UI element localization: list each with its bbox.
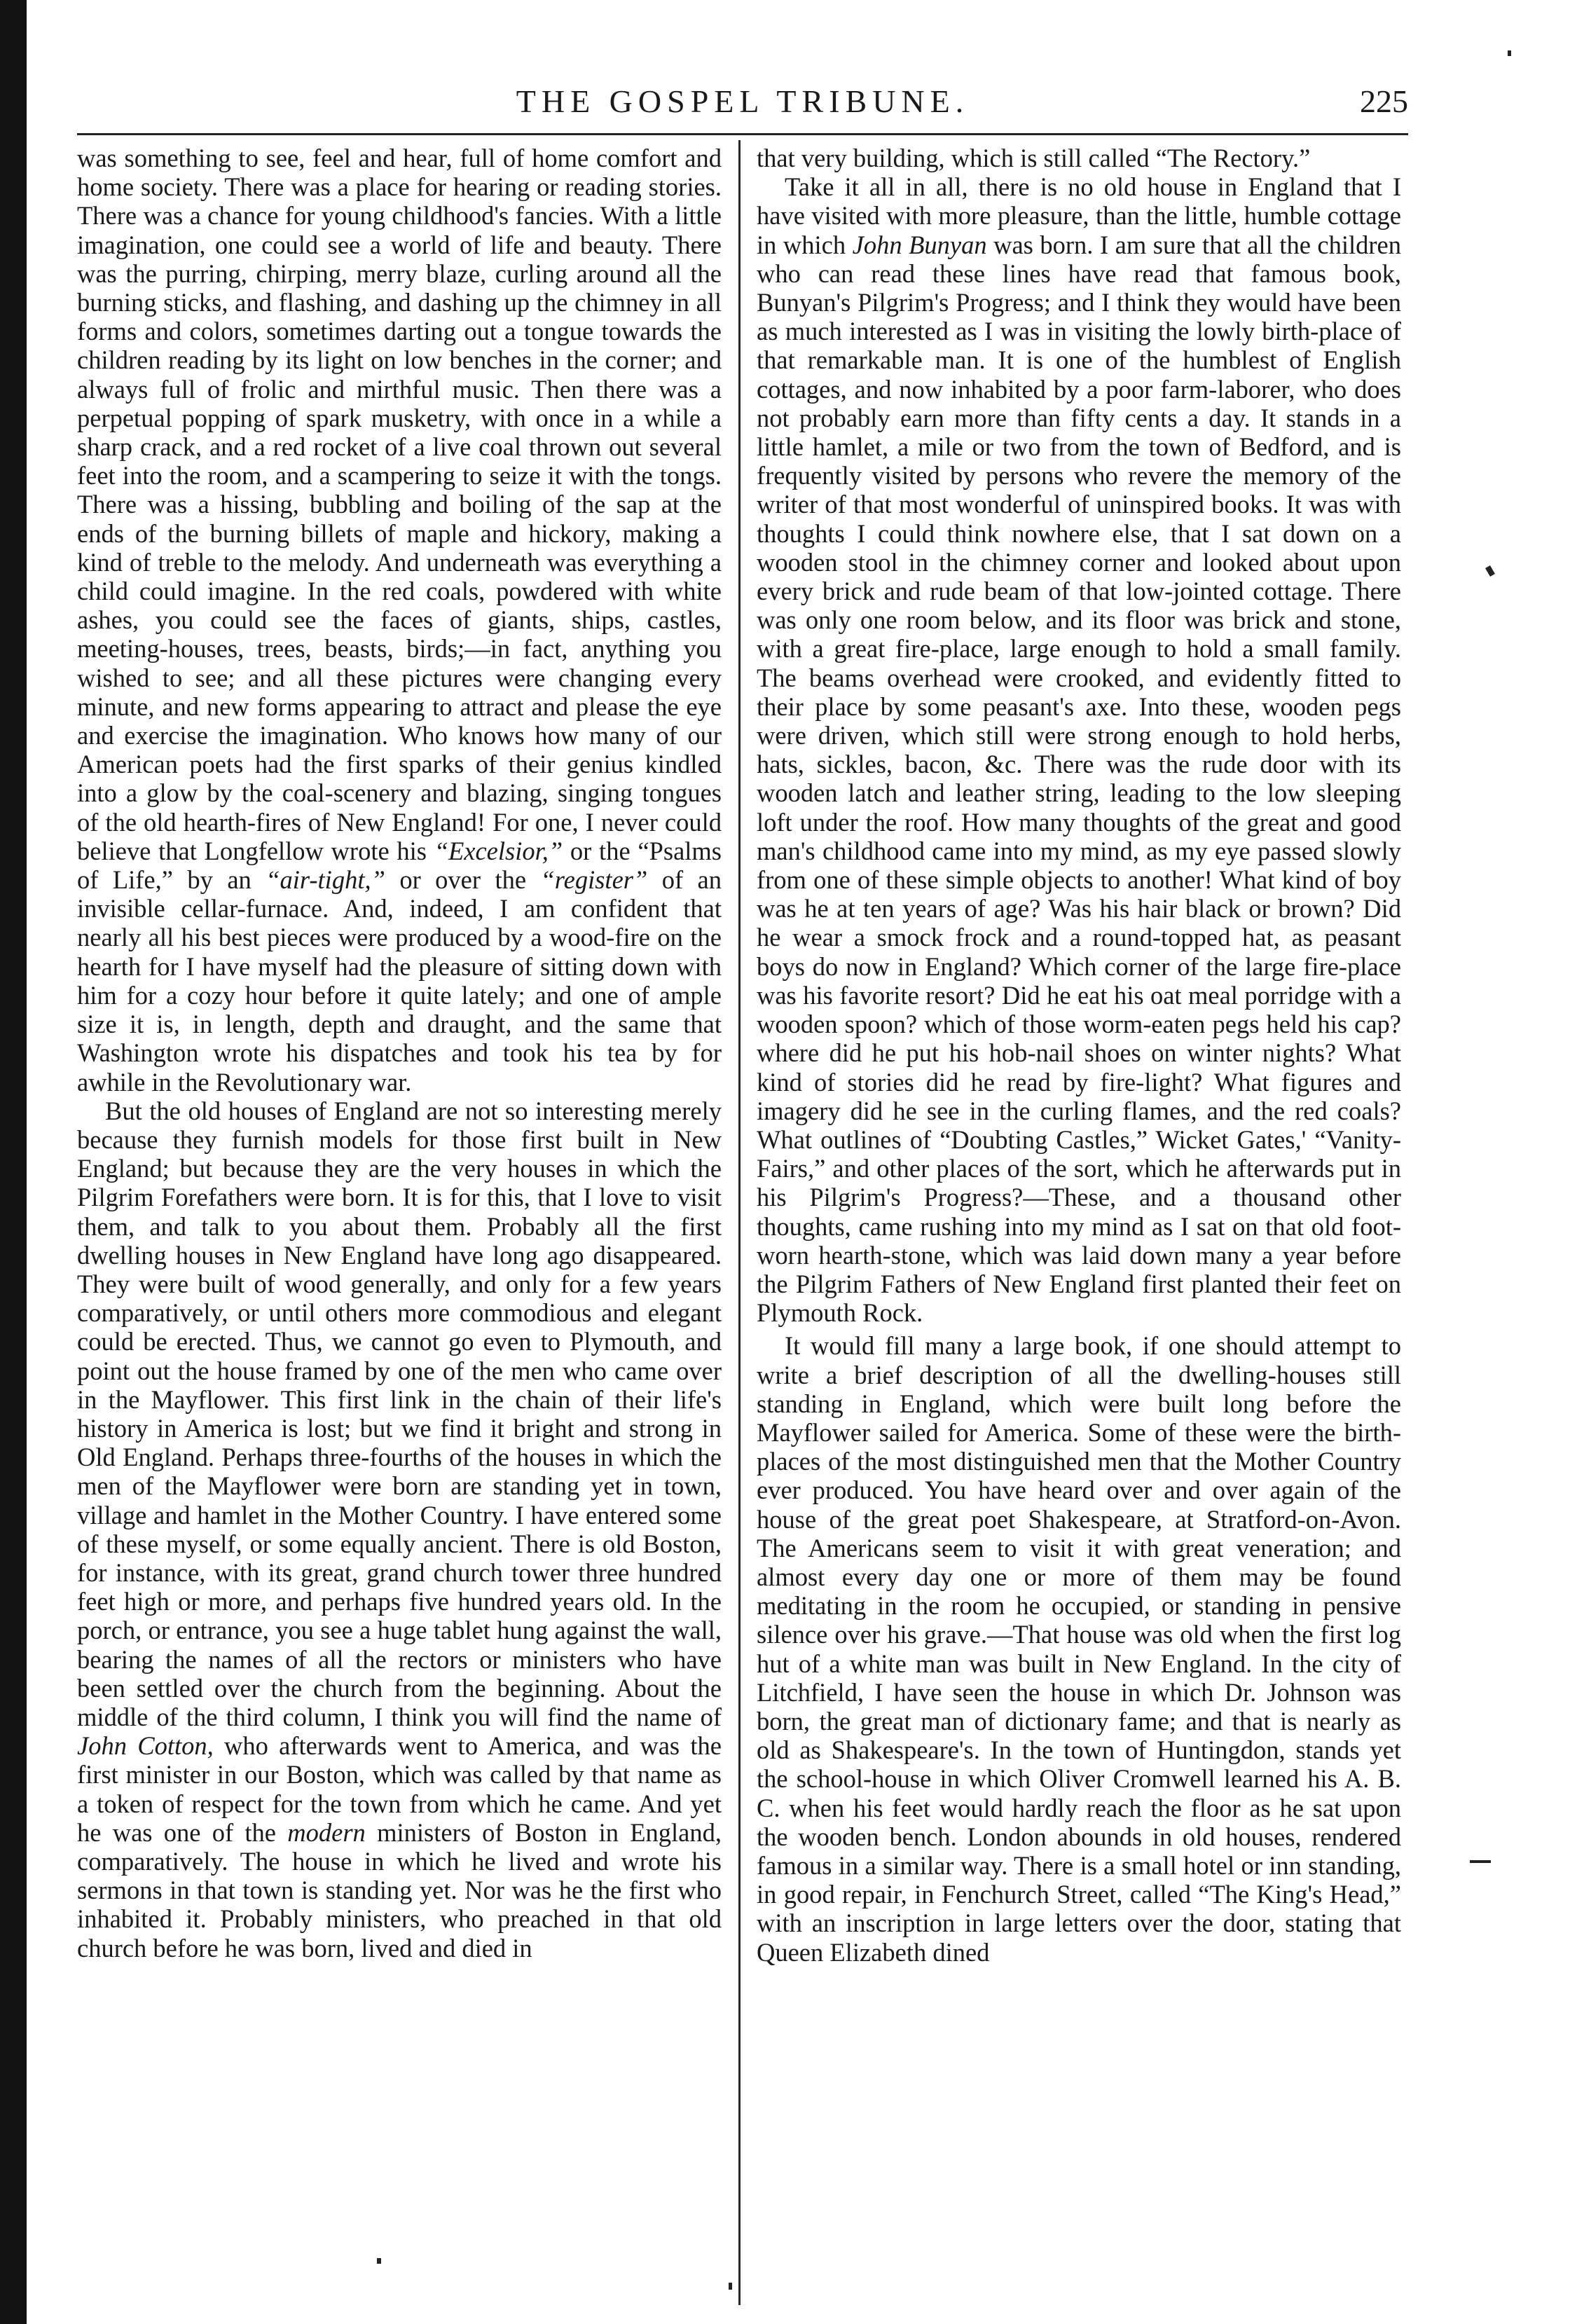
paragraph: [77, 144, 722, 1096]
text-run: ministers of Boston in England, comparatively. The house in which he lived and wrote his sermons in that town is standing yet. Nor was he the first who inhabited it. Probably ministers, who preached in that old church before he was born, lived and died in: [77, 1817, 722, 1962]
paragraph: [77, 1096, 722, 1962]
italic-phrase: “register”: [540, 865, 648, 895]
scan-speck: [377, 2258, 381, 2264]
scan-speck: [1508, 50, 1511, 56]
text-run: or over the: [385, 865, 541, 895]
text-run: or the “Psalms of Life,” by an: [77, 836, 722, 895]
column-rule: [738, 140, 741, 2305]
italic-name: John Cotton,: [77, 1731, 214, 1761]
text-run: But the old houses of England are not so interesting merely because they furnish models for those first built in New England; but because they are the very houses in which the Pilgrim Forefathers were born. It is for this, that I love to visit them, and talk to you about them. Probably all the first dwelling houses in New England have long ago disappeared. They were built of wood generally, and only for a few years comparatively, or until others more commodious and elegant could be erected. Thus, we cannot go even to Plymouth, and point out the house framed by one of the men who came over in the Mayflower. This first link in the chain of their life's history in America is lost; but we find it bright and strong in Old England. Perhaps three-fourths of the houses in which the men of the Mayflower were born are standing yet in town, village and hamlet in the Mother Country. I have entered some of these myself, or some equally ancient. There is old Boston, for instance, with its great, grand church tower three hundred feet high or more, and perhaps five hundred years old. In the porch, or entrance, you see a huge tablet hung against the wall, bearing the names of all the rectors or ministers who have been settled over the church from the beginning. About the middle of the third column, I think you will find the name of: [77, 1096, 722, 1731]
binding-shadow: [0, 0, 27, 2324]
text-run: Take it all in all, there is no old house in England that I have visited with more pleasure, than the little, humble cottage in which: [757, 172, 1401, 259]
header-rule: [77, 133, 1408, 135]
text-run: was something to see, feel and hear, full of home comfort and home society. There was a place for hearing or reading stories. There was a chance for young childhood's fancies. With a little imagination, one could see a world of life and beauty. There was the purring, chirping, merry blaze, curling around all the burning sticks, and flashing, and dashing up the chimney in all forms and colors, sometimes darting out a tongue towards the children reading by its light on low benches in the corner; and always full of frolic and mirthful music. Then there was a perpetual popping of spark musketry, with once in a while a sharp crack, and a red rocket of a live coal thrown out several feet into the room, and a scampering to seize it with the tongs. There was a hissing, bubbling and boiling of the sap at the ends of the burning billets of maple and hickory, making a kind of treble to the melody. And underneath was everything a child could imagine. In the red coals, powdered with white ashes, you could see the faces of giants, ships, castles, meeting-houses, trees, beasts, birds;—in fact, anything you wished to see; and all these pictures were changing every minute, and new forms appearing to attract and please the eye and exercise the imagination. Who knows how many of our American poets had the first sparks of their genius kindled into a glow by the coal-scenery and blazing, singing tongues of the old hearth-fires of New England! For one, I never could believe that Longfellow wrote his: [77, 144, 722, 865]
margin-dash: [1470, 1860, 1491, 1863]
text-run: of an invisible cellar-furnace. And, indeed, I am confident that nearly all his best pieces were produced by a wood-fire on the hearth for I have myself had the pleasure of sitting down with him for a cozy hour before it quite lately; and one of ample size it is, in length, depth and draught, and the same that Washington wrote his dispatches and took his tea by for awhile in the Revolutionary war.: [77, 865, 722, 1096]
italic-word: modern: [287, 1817, 366, 1847]
italic-title: “Excelsior,”: [434, 836, 563, 865]
page-number: 225: [1360, 83, 1408, 119]
scan-speck: [1485, 565, 1495, 577]
journal-title: THE GOSPEL TRIBUNE.: [516, 83, 970, 119]
paragraph: [757, 172, 1401, 1327]
italic-phrase: “air-tight,”: [266, 865, 385, 895]
running-header: [77, 83, 1408, 132]
paragraph: that very building, which is still called “The Rectory.”: [757, 144, 1311, 172]
right-column: [757, 144, 1401, 2302]
text-run: who afterwards went to America, and was the first minister in our Boston, which was called by that name as a token of respect for the town from which he came. And yet he was one of the: [77, 1731, 722, 1847]
scan-speck: [729, 2283, 732, 2290]
paragraph: It would fill many a large book, if one should attempt to write a brief description of all the dwelling-houses still standing in England, which were built long before the Mayflower sailed for America. Some of these were the birth-places of the most distinguished men that the Mother Country ever produced. You have heard over and over again of the house of the great poet Shakespeare, at Stratford-on-Avon. The Americans seem to visit it with great veneration; and almost every day one or more of them may be found meditating in the room he occupied, or standing in pensive silence over his grave.—That house was old when the first log hut of a white man was built in New England. In the city of Litchfield, I have seen the house in which Dr. Johnson was born, the great man of dictionary fame; and that is nearly as old as Shakespeare's. In the town of Huntingdon, stands yet the school-house in which Oliver Cromwell learned his A. B. C. when his feet would hardly reach the floor as he sat upon the wooden bench. London abounds in old houses, rendered famous in a similar way. There is a small hotel or inn standing, in good repair, in Fenchurch Street, called “The King's Head,” with an inscription in large letters over the door, stating that Queen Elizabeth dined: [757, 1331, 1401, 1967]
text-run: was born. I am sure that all the children who can read these lines have read that famous book, Bunyan's Pilgrim's Progress; and I think they would have been as much interested as I was in visiting the lowly birth-place of that remarkable man. It is one of the humblest of English cottages, and now inhabited by a poor farm-laborer, who does not probably earn more than fifty cents a day. It stands in a little hamlet, a mile or two from the town of Bedford, and is frequently visited by persons who revere the memory of the writer of that most wonderful of uninspired books. It was with thoughts I could think nowhere else, that I sat down on a wooden stool in the chimney corner and looked about upon every brick and rude beam of that low-jointed cottage. There was only one room below, and its floor was brick and stone, with a great fire-place, large enough to hold a small family. The beams overhead were crooked, and evidently fitted to their place by some peasant's axe. Into these, wooden pegs were driven, which still were strong enough to hold herbs, hats, sickles, bacon, &c. There was the rude door with its wooden latch and leather string, leading to the low sleeping loft under the roof. How many thoughts of the great and good man's childhood came into my mind, as my eye passed slowly from one of these simple objects to another! What kind of boy was he at ten years of age? Was his hair black or brown? Did he wear a smock frock and a round-topped hat, as peasant boys do now in England? Which corner of the large fire-place was his favorite resort? Did he eat his oat meal porridge with a wooden spoon? which of those worm-eaten pegs held his cap? where did he put his hob-nail shoes on winter nights? What kind of stories did he read by fire-light? What figures and imagery did he see in the curling flames, and the red coals? What outlines of “Doubting Castles,” Wicket Gates,' “Vanity-Fairs,” and other places of the sort, which he afterwards put in his Pilgrim's Progress?—These, and a thousand other thoughts, came rushing into my mind as I sat on that old foot-worn hearth-stone, which was laid down many a year before the Pilgrim Fathers of New England first planted their feet on Plymouth Rock.: [757, 230, 1401, 1328]
italic-name: John Bunyan: [852, 230, 987, 259]
left-column: [77, 144, 722, 2302]
